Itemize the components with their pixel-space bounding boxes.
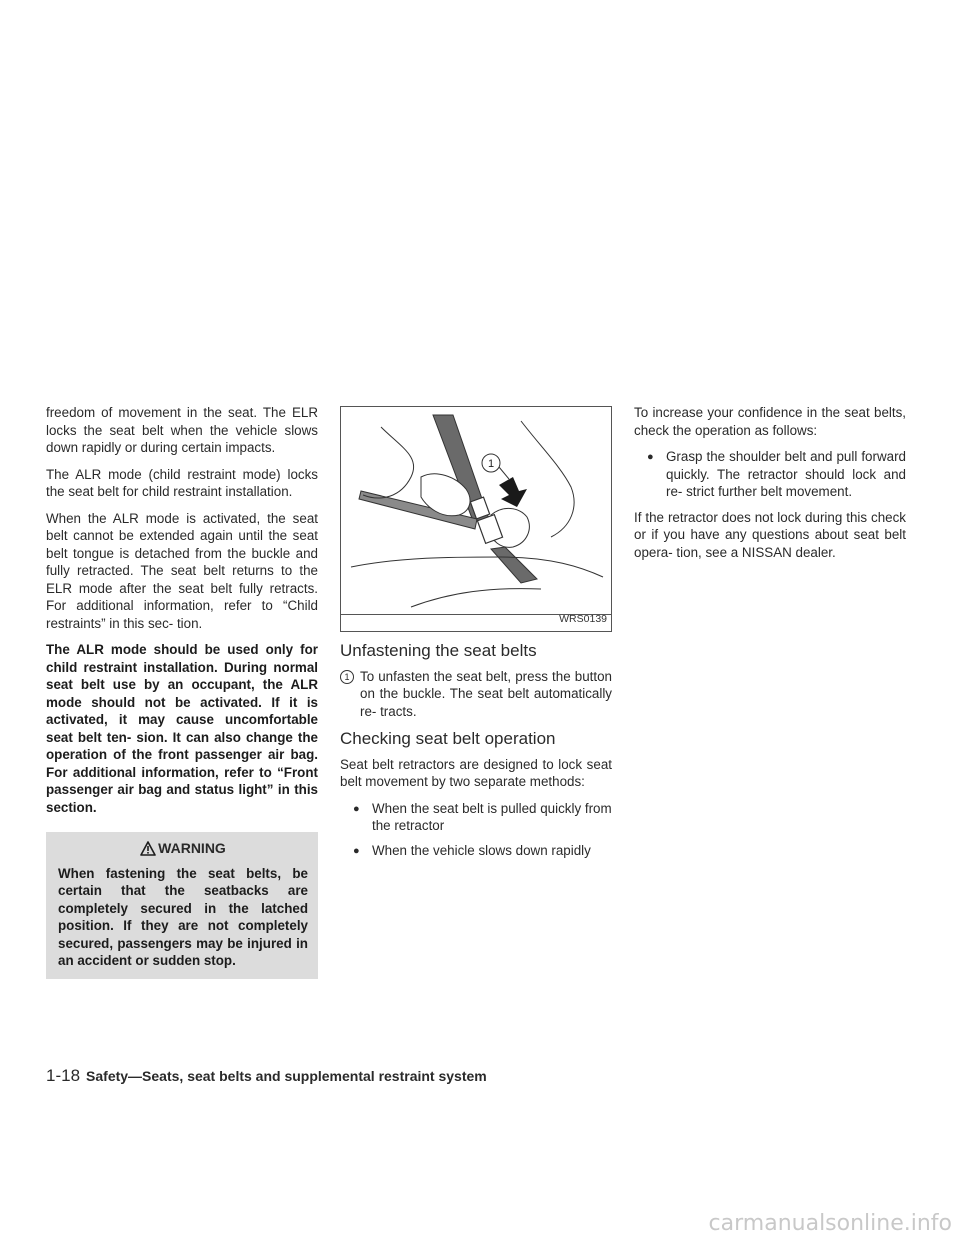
bullet-dot-icon: ●: [353, 844, 360, 857]
page-number: 1-18: [46, 1066, 81, 1085]
list-item-text: When the seat belt is pulled quickly from the retractor: [372, 800, 612, 833]
methods-list: [340, 800, 612, 861]
list-item: [353, 800, 612, 835]
middle-column: [340, 406, 612, 868]
list-item: [353, 842, 612, 861]
bullet-dot-icon: ●: [353, 802, 360, 815]
seat-belt-drawing: [341, 407, 611, 631]
step-1-text: To unfasten the seat belt, press the button on the buckle. The seat belt automatically re- tracts.: [360, 668, 612, 719]
heading-unfastening: Unfastening the seat belts: [340, 641, 537, 660]
figure-callout-label: 1: [487, 458, 495, 470]
step-1: [340, 668, 612, 721]
paragraph-alr-caution: The ALR mode should be used only for child restraint installation. During normal seat belt use by an occupant, the ALR mode should not be activated. If it is activated, it may cause uncomfortable seat belt ten- sion. It can also change the operation of the front passenger air bag. For additional information, refer to “Front passenger air bag and status light” in this section.: [46, 642, 318, 815]
step-number-badge: 1: [340, 670, 354, 684]
figure-code: WRS0139: [559, 612, 607, 625]
paragraph-elr: freedom of movement in the seat. The ELR locks the seat belt when the vehicle slows down rapidly or during certain impacts.: [46, 405, 318, 455]
heading-checking: Checking seat belt operation: [340, 729, 556, 748]
section-title: Safety—Seats, seat belts and supplemental restraint system: [86, 1068, 487, 1084]
check-list: [634, 448, 906, 501]
warning-triangle-icon: [140, 841, 156, 856]
warning-heading: [58, 840, 308, 858]
warning-title: WARNING: [158, 840, 226, 856]
paragraph-alr-activated: When the ALR mode is activated, the seat belt cannot be extended again until the seat belt tongue is detached from the buckle and fully retracted. The seat belt returns to the ELR mode after the seat belt fully retracts. For additional information, refer to “Child restraints” in this sec- tion.: [46, 510, 318, 631]
left-column: [46, 404, 318, 979]
right-column: [634, 404, 906, 570]
watermark[interactable]: carmanualsonline.info: [708, 1211, 952, 1236]
paragraph-retractor-intro: Seat belt retractors are designed to lock seat belt movement by two separate methods:: [340, 756, 612, 789]
bullet-dot-icon: ●: [647, 451, 654, 463]
paragraph-dealer: If the retractor does not lock during this check or if you have any questions about seat belt opera- tion, see a NISSAN dealer.: [634, 509, 906, 560]
page-footer: [46, 1066, 487, 1086]
list-item-text: When the vehicle slows down rapidly: [372, 842, 591, 858]
list-item: [647, 448, 906, 501]
warning-box: [46, 832, 318, 979]
warning-text: When fastening the seat belts, be certain that the seatbacks are completely secured in the latched position. If they are not completely secured, passengers may be injured in an accident or sudden stop.: [58, 865, 308, 968]
paragraph-alr-mode: The ALR mode (child restraint mode) locks the seat belt for child restraint installation.: [46, 466, 318, 499]
list-item-text: Grasp the shoulder belt and pull forward quickly. The retractor should lock and re- strict further belt movement.: [666, 449, 906, 499]
seat-belt-illustration: [340, 406, 612, 632]
paragraph-confidence: To increase your confidence in the seat belts, check the operation as follows:: [634, 405, 906, 438]
